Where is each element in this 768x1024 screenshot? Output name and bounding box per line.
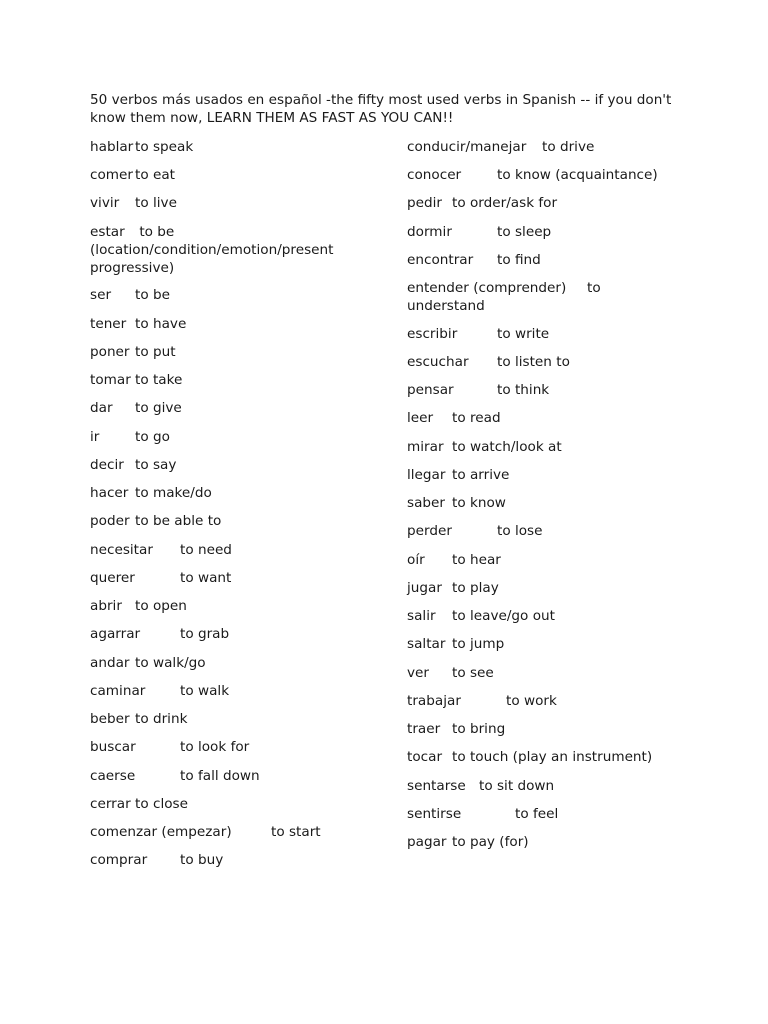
list-item: dar to give: [90, 400, 182, 416]
list-item: ser to be: [90, 287, 170, 303]
list-item: pensar to think: [407, 382, 550, 398]
list-item: conocer to know (acquaintance): [407, 167, 658, 183]
list-item: poner to put: [90, 344, 176, 360]
list-item: buscar to look for: [90, 739, 250, 755]
list-item: encontrar to find: [407, 252, 541, 268]
list-item: saltar to jump: [407, 636, 505, 652]
list-item: ver to see: [407, 665, 494, 681]
list-item: estar to be (location/condition/emotion/present progressive): [90, 224, 338, 276]
list-item: oír to hear: [407, 552, 501, 568]
list-item: comenzar (empezar) to start: [90, 824, 321, 840]
list-item: tener to have: [90, 316, 187, 332]
list-item: hacer to make/do: [90, 485, 212, 501]
list-item: tocar to touch (play an instrument): [407, 749, 653, 765]
list-item: entender (comprender) to understand: [407, 280, 605, 314]
list-item: pagar to pay (for): [407, 834, 529, 850]
list-item: escuchar to listen to: [407, 354, 570, 370]
list-item: decir to say: [90, 457, 177, 473]
list-item: conducir/manejar to drive: [407, 139, 595, 155]
list-item: agarrar to grab: [90, 626, 230, 642]
list-item: hablar to speak: [90, 139, 194, 155]
list-item: vivir to live: [90, 195, 177, 211]
list-item: beber to drink: [90, 711, 188, 727]
list-item: ir to go: [90, 429, 170, 445]
list-item: cerrar to close: [90, 796, 188, 812]
list-item: leer to read: [407, 410, 501, 426]
list-item: trabajar to work: [407, 693, 557, 709]
list-item: querer to want: [90, 570, 232, 586]
list-item: jugar to play: [407, 580, 499, 596]
list-item: sentirse to feel: [407, 806, 559, 822]
list-item: abrir to open: [90, 598, 187, 614]
list-item: poder to be able to: [90, 513, 222, 529]
list-item: necesitar to need: [90, 542, 232, 558]
list-item: andar to walk/go: [90, 655, 206, 671]
list-item: salir to leave/go out: [407, 608, 555, 624]
list-item: comprar to buy: [90, 852, 224, 868]
page-heading: 50 verbos más usados en español -the fifty most used verbs in Spanish -- if you don't know them now, LEARN THEM AS FAST AS YOU CAN!!: [90, 92, 672, 126]
list-item: comer to eat: [90, 167, 175, 183]
list-item: traer to bring: [407, 721, 506, 737]
list-item: perder to lose: [407, 523, 543, 539]
list-item: dormir to sleep: [407, 224, 552, 240]
list-item: llegar to arrive: [407, 467, 510, 483]
list-item: caminar to walk: [90, 683, 230, 699]
list-item: saber to know: [407, 495, 506, 511]
list-item: sentarse to sit down: [407, 778, 555, 794]
list-item: escribir to write: [407, 326, 550, 342]
list-item: tomar to take: [90, 372, 183, 388]
list-item: mirar to watch/look at: [407, 439, 562, 455]
list-item: caerse to fall down: [90, 768, 260, 784]
list-item: pedir to order/ask for: [407, 195, 558, 211]
